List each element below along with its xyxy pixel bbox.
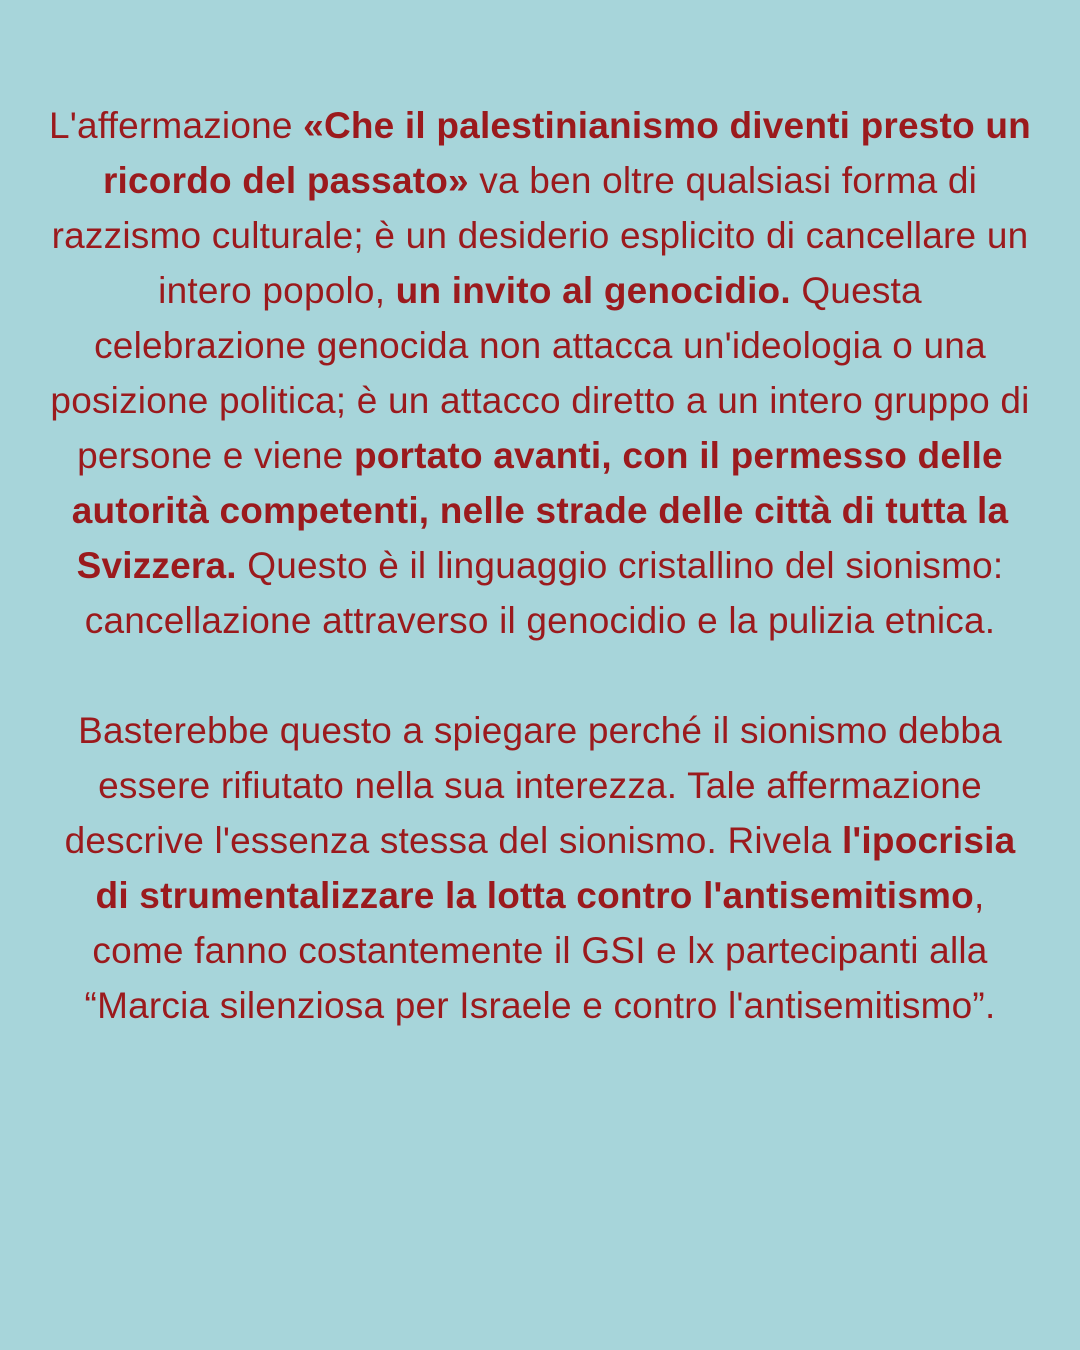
emphasis-text: portato avanti, con il permesso delle autorità competenti, nelle strade delle città di tutta la Svizzera. — [71, 435, 1009, 586]
emphasis-text: un invito al genocidio. — [395, 270, 791, 311]
body-text: Questo è il linguaggio cristallino del sionismo: cancellazione attraverso il genocidio e la pulizia etnica. — [84, 545, 1004, 641]
emphasis-text: l'ipocrisia di strumentalizzare la lotta contro l'antisemitismo — [95, 820, 1016, 916]
text-post — [48, 98, 1032, 1088]
emphasis-text: «Che il palestinianismo diventi presto un ricordo del passato» — [102, 105, 1031, 201]
body-text: va ben oltre qualsiasi forma di razzismo culturale; è un desiderio esplicito di cancellare un intero popolo, — [51, 160, 1029, 311]
body-text: L'affermazione — [49, 105, 304, 146]
body-text: Questa celebrazione genocida non attacca un'ideologia o una posizione politica; è un attacco diretto a un intero gruppo di persone e viene — [50, 270, 1030, 476]
body-text: Basterebbe questo a spiegare perché il sionismo debba essere rifiutato nella sua interezza. Tale affermazione descrive l'essenza stessa del sionismo. Rivela — [64, 710, 1002, 861]
body-text: , come fanno costantemente il GSI e lx partecipanti alla “Marcia silenziosa per Israele e contro l'antisemitismo”. — [84, 875, 996, 1026]
paragraph — [48, 98, 1032, 648]
paragraph — [48, 703, 1032, 1033]
